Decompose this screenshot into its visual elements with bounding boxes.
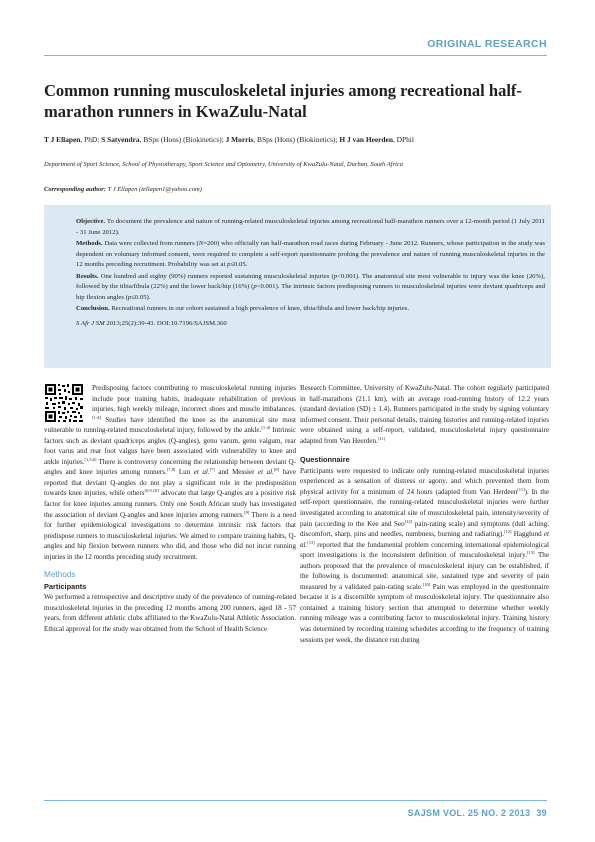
- results-label: Results.: [76, 272, 99, 280]
- abstract-methods: [76, 239, 545, 271]
- reference: [10]: [422, 581, 431, 587]
- author-name: T J Ellapen: [44, 135, 81, 144]
- author-credentials: , BSps (Hons) (Biokinetics);: [139, 135, 226, 144]
- results-p: p: [333, 272, 338, 280]
- body-column-left: [44, 383, 296, 635]
- body-column-right: [300, 383, 549, 645]
- methods-text: ≤0.05.: [230, 261, 248, 268]
- results-text: <0.001). The intrinsic factors predisposing runners to musculoskeletal injuries were deviant quadriceps and hip flexion angles (: [76, 283, 545, 301]
- body-text: Hagglund: [511, 530, 544, 539]
- author-name: H J van Heerden: [339, 135, 393, 144]
- qr-code-icon: [44, 383, 84, 423]
- reference: [9]: [244, 509, 250, 515]
- intro-text: Studies have identified the knee as the anatomical site most vulnerable to running-related musculoskeletal injury, followed by the ankle.: [44, 415, 296, 435]
- intro-text: have reported that deviant Q-angles do not play a significant role in the predisposition towards knee injuries, while others: [44, 468, 297, 498]
- author-name: S Satyendra: [101, 135, 140, 144]
- author-credentials: , PhD;: [80, 135, 102, 144]
- reference: [11]: [377, 435, 386, 441]
- intro-text: and Messier: [214, 468, 258, 477]
- intro-text: There is controversy concerning the relationship between deviant Q-angles and knee injuries among runners.: [44, 457, 296, 477]
- citation-details: 2013;25(2):39-43. DOI:10.7196/SAJSM.360: [104, 319, 227, 327]
- body-text: Research Committee, University of KwaZulu-Natal. The cohort regularly participated in half-marathons (21.1 km), with an average road-running history of 12.2 years (standard deviation (SD) ± 1.4). Runners participated in the study by signing voluntary informed consent. Their personal details, training histories and running-related injuries were obtained using a self-report, validated, musculoskeletal injury questionnaire adapted from Van Heerden.: [300, 384, 549, 445]
- page-number: 39: [536, 808, 547, 818]
- reference: [12]: [504, 529, 512, 535]
- article-title: Common running musculoskeletal injuries among recreational half-marathon runners in KwaZulu-Natal: [44, 81, 522, 121]
- reference: [1-4]: [92, 414, 101, 420]
- author-credentials: , BSps (Hons) (Biokinetics);: [253, 135, 340, 144]
- abstract-objective: [76, 217, 545, 238]
- footer-divider: [44, 800, 547, 801]
- body-text: Pain was employed in the questionnaire because it is a discernible symptom of musculoskeletal injury. The questionnaire also contained a training history section that attempted to determine whether weekly running mileage was a contributing factor to musculoskeletal injury. Training history was determined by recording training schedules according to the frequency of training sessions per week, the distance run during: [300, 582, 549, 644]
- abstract-conclusion: [76, 304, 545, 315]
- reference: [8]: [273, 467, 280, 473]
- methods-p: p: [227, 261, 231, 268]
- intro-text: advocate that large Q-angles are a positive risk factor for knee injuries among runners. Only one South African study has investigated the association of deviant Q-angles and knee injuries among runners.: [44, 489, 296, 519]
- author-list: [44, 135, 554, 145]
- et-al: et al.: [300, 530, 549, 549]
- body-text: The authors proposed that the prevalence of musculoskeletal injury can be established, if the following is documented: anatomical site, sustained type and severity of pain measured by a validated pain-rating scale.: [300, 551, 549, 591]
- objective-text: To document the prevalence and nature of running-related musculoskeletal injuries among recreational half-marathon runners over a 12-month period (1 July 2011 - 31 June 2012).: [76, 218, 545, 236]
- methods-text: Data were collected from runners (: [102, 240, 199, 247]
- affiliation: Department of Sport Science, School of Physiotherapy, Sport Science and Optometry, University of KwaZulu-Natal, Durban, South Africa: [44, 161, 403, 168]
- methods-text: =200) who officially ran half-marathon road races during February - June 2012. Runners, whose participation in the study was dependent on voluntary informed consent, were required to complete a self-report questionnaire probing the prevalence and nature of running musculoskeletal injuries in the 12 months preceding recruitment. Probability was set at: [76, 240, 545, 268]
- methods-label: Methods.: [76, 240, 103, 247]
- reference: [12]: [404, 518, 413, 524]
- et-al: et al.: [193, 468, 210, 477]
- methods-n: N: [198, 240, 204, 247]
- footer-journal: SAJSM VOL. 25 NO. 2 2013: [407, 808, 531, 818]
- intro-text: There is a need for further epidemiological investigations to determine intrinsic risk factors that predispose runners to musculoskeletal injuries. We aimed to compare training habits, Q-angles and hip flexion between runners who did, and those who did not incur running injuries in the 12 months preceding study recruitment.: [44, 510, 296, 561]
- results-text: One hundred and eighty (90%) runners reported sustaining musculoskeletal injuries (: [98, 272, 334, 280]
- results-text: <0.001). The anatomical site most vulnerable to injury was the knee (26%), followed by the tibia/fibula (22%) and the lower back/hip (16%) (: [76, 272, 545, 290]
- methods-heading: Methods: [44, 570, 76, 580]
- conclusion-text: Recreational runners in our cohort sustained a high prevalence of knee, tibia/fibula and lower back/hip injuries.: [109, 305, 409, 312]
- citation-journal: S Afr J SM: [76, 319, 105, 327]
- et-al: et al.: [258, 468, 274, 477]
- results-p: p: [127, 293, 132, 301]
- body-text: Participants were requested to indicate only running-related musculoskeletal injuries experienced as a sensation of distress or agony, and which prevented them from physical activity for a minimum of 24 hours (adapted from Van Herdeen: [300, 466, 549, 496]
- author-name: J Morris: [225, 135, 254, 144]
- participants-paragraph: We performed a retrospective and descriptive study of the prevalence of running-related musculoskeletal injuries in the preceding 12 months among 200 runners, aged 18 - 57 years, from different athletic clubs affiliated to the KwaZulu-Natal Athletic Association. Ethical approval for the study was obtained from the School of Health Science: [44, 593, 296, 634]
- objective-label: Objective.: [76, 218, 106, 225]
- intro-text: Predisposing factors contributing to musculoskeletal running injuries include poor training habits, inadequate rehabilitation of previous injuries, high weekly mileage, incorrect shoes and muscle imbalances.: [92, 384, 296, 414]
- section-label: ORIGINAL RESEARCH: [427, 38, 547, 50]
- corresponding-value: T J Ellapen (tellapen1@yahoo.com): [105, 186, 202, 193]
- reference: [11]: [517, 486, 525, 492]
- body-text: pain-rating scale) and symptoms (dull aching, discomfort, sharp, pins and needles, numbness, burning and radiating).: [300, 519, 549, 539]
- qr-code-graphic: [44, 383, 84, 423]
- author-credentials: , DPhil: [392, 135, 414, 144]
- conclusion-label: Conclusion.: [76, 305, 110, 312]
- reference: [13]: [307, 539, 315, 545]
- reference: [1,5,6]: [84, 456, 97, 462]
- header-divider: [44, 55, 547, 56]
- reference: [7]: [209, 467, 215, 473]
- corresponding-label: Corresponding author:: [44, 186, 106, 193]
- reference: [13]: [527, 550, 535, 556]
- abstract: [44, 205, 551, 368]
- questionnaire-heading: Questionnaire: [300, 455, 350, 465]
- results-p: p: [253, 283, 257, 290]
- citation: [76, 319, 545, 330]
- results-text: ≤0.05).: [131, 293, 151, 301]
- page-footer: [408, 808, 547, 818]
- reference: [6,9,10]: [144, 488, 159, 494]
- body-text: ). In the self-report questionnaire, the running-related musculoskeletal injuries were further investigated according to anatomical site of musculoskeletal pain, intensity/severity of pain (according to the Kee and Seo: [300, 487, 549, 528]
- reference: [1-4]: [261, 425, 271, 431]
- participants-heading: Participants: [44, 581, 87, 591]
- questionnaire-paragraph: [300, 466, 549, 645]
- reference: [7,8]: [166, 467, 176, 473]
- intro-text: Lun: [175, 468, 194, 477]
- abstract-results: [76, 272, 545, 304]
- body-text: reported that the fundamental problem concerning international epidemiological sport investigations is the inconsistent definition of musculoskeletal injury.: [300, 540, 549, 560]
- ethics-paragraph: [300, 383, 549, 446]
- intro-text: Intrinsic factors such as deviant quadriceps angles (Q-angles), genu varum, genu valgum, rear foot varus and rear foot valgus have been associated with vulnerability to knee and ankle injuries.: [44, 426, 296, 466]
- corresponding-author: [44, 185, 554, 194]
